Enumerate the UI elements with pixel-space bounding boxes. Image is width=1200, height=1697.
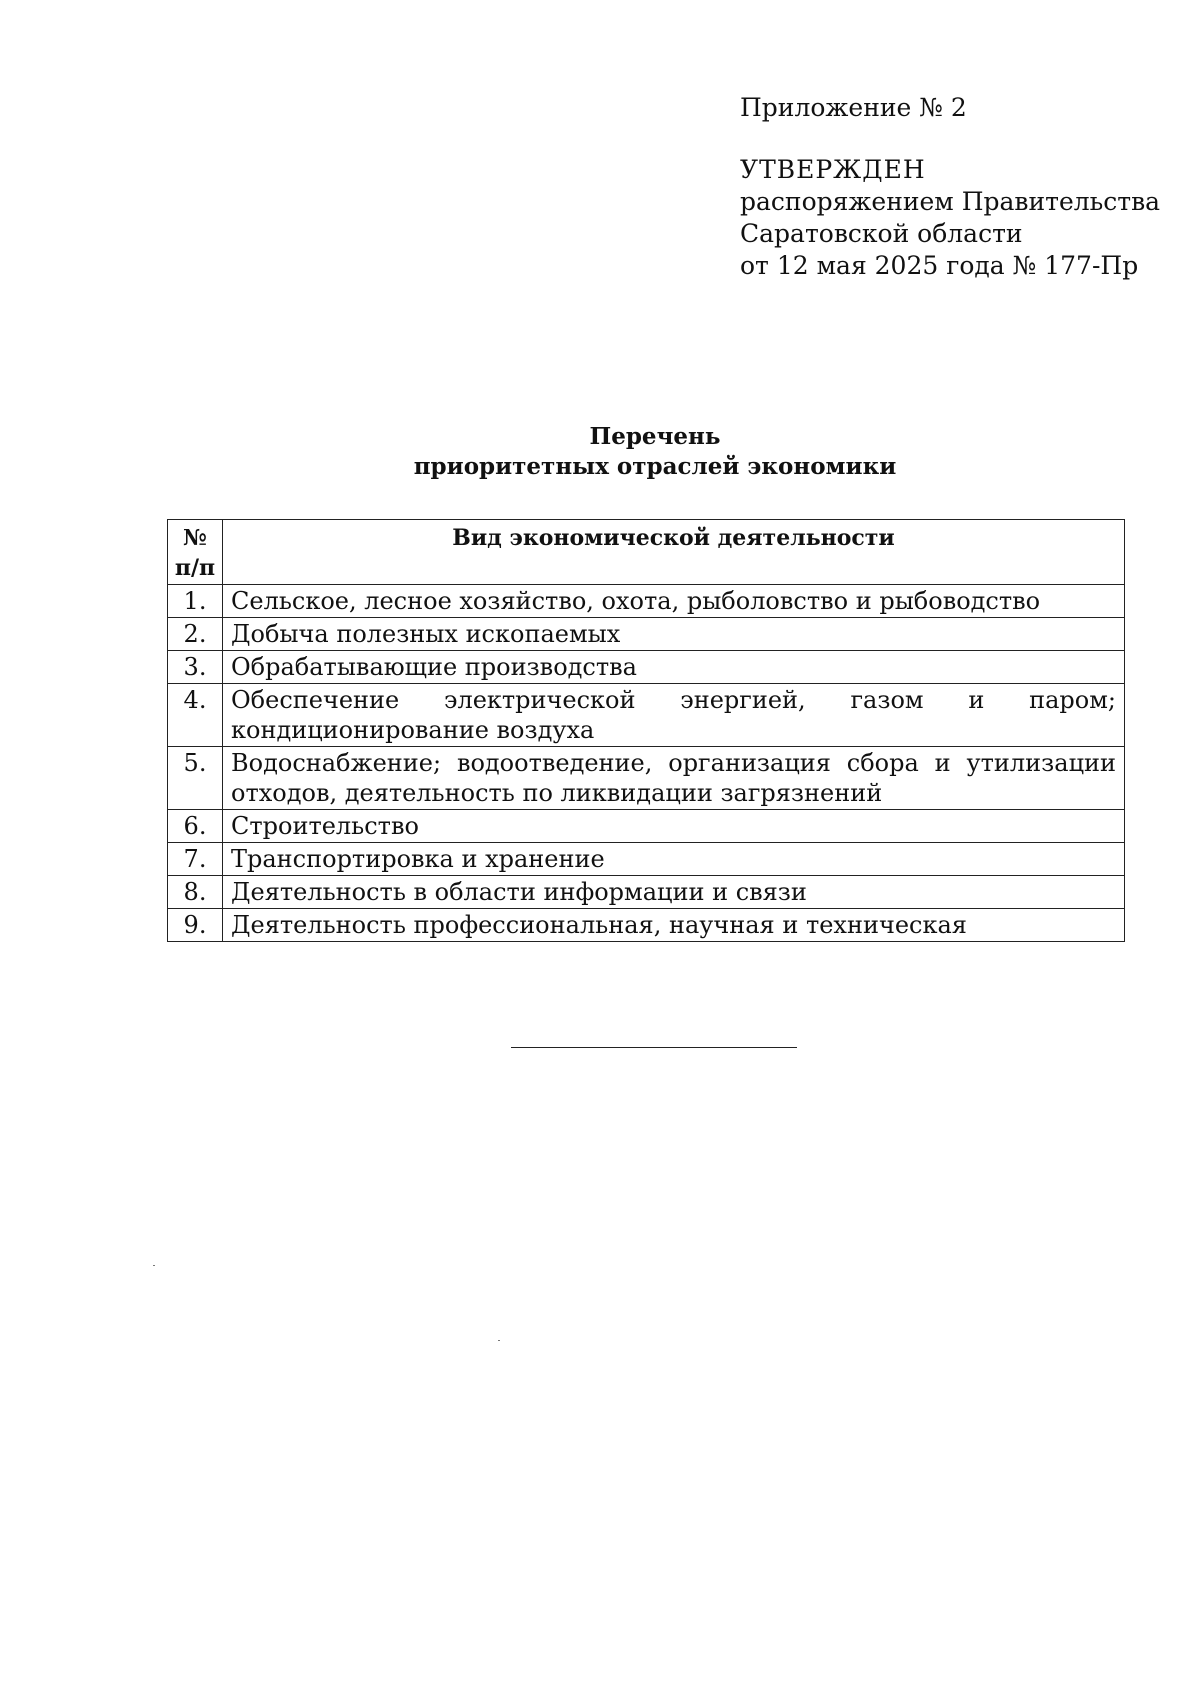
end-of-document-rule — [511, 1047, 797, 1048]
table-row — [168, 618, 1125, 651]
approval-block — [740, 92, 1160, 282]
row-activity: Обрабатывающие производства — [223, 651, 1125, 684]
table-row — [168, 747, 1125, 810]
table-row — [168, 651, 1125, 684]
priority-sectors-table — [167, 519, 1125, 942]
row-activity: Водоснабжение; водоотведение, организация сбора и утилизации отходов, деятельность по ликвидации загрязнений — [223, 747, 1125, 810]
row-activity: Деятельность в области информации и связи — [223, 876, 1125, 909]
row-number: 9. — [168, 909, 223, 942]
row-activity: Строительство — [223, 810, 1125, 843]
row-activity: Сельское, лесное хозяйство, охота, рыболовство и рыбоводство — [223, 585, 1125, 618]
row-number: 7. — [168, 843, 223, 876]
row-number: 5. — [168, 747, 223, 810]
row-activity: Добыча полезных ископаемых — [223, 618, 1125, 651]
column-header-number: № п/п — [168, 520, 223, 585]
row-number: 8. — [168, 876, 223, 909]
table-row — [168, 843, 1125, 876]
scan-speck — [498, 1340, 500, 1341]
row-activity: Обеспечение электрической энергией, газом и паром; кондиционирование воздуха — [223, 684, 1125, 747]
table-row — [168, 585, 1125, 618]
title-line-2: приоритетных отраслей экономики — [413, 453, 897, 480]
table-row — [168, 684, 1125, 747]
row-number: 4. — [168, 684, 223, 747]
table-header-row — [168, 520, 1125, 585]
row-number: 2. — [168, 618, 223, 651]
approved-stamp-text: УТВЕРЖДЕН — [740, 155, 926, 184]
appendix-number: Приложение № 2 — [740, 93, 967, 122]
row-activity: Деятельность профессиональная, научная и техническая — [223, 909, 1125, 942]
table-row — [168, 909, 1125, 942]
row-number: 6. — [168, 810, 223, 843]
row-number: 1. — [168, 585, 223, 618]
scan-speck — [153, 1265, 155, 1266]
document-title — [0, 422, 1200, 482]
row-number: 3. — [168, 651, 223, 684]
title-line-1: Перечень — [589, 423, 721, 450]
table-row — [168, 810, 1125, 843]
column-header-activity: Вид экономической деятельности — [223, 520, 1125, 585]
row-activity: Транспортировка и хранение — [223, 843, 1125, 876]
table-row — [168, 876, 1125, 909]
approval-line-1: распоряжением Правительства — [740, 187, 1161, 216]
approval-line-2: Саратовской области — [740, 219, 1023, 248]
approval-line-3: от 12 мая 2025 года № 177-Пр — [740, 251, 1139, 280]
